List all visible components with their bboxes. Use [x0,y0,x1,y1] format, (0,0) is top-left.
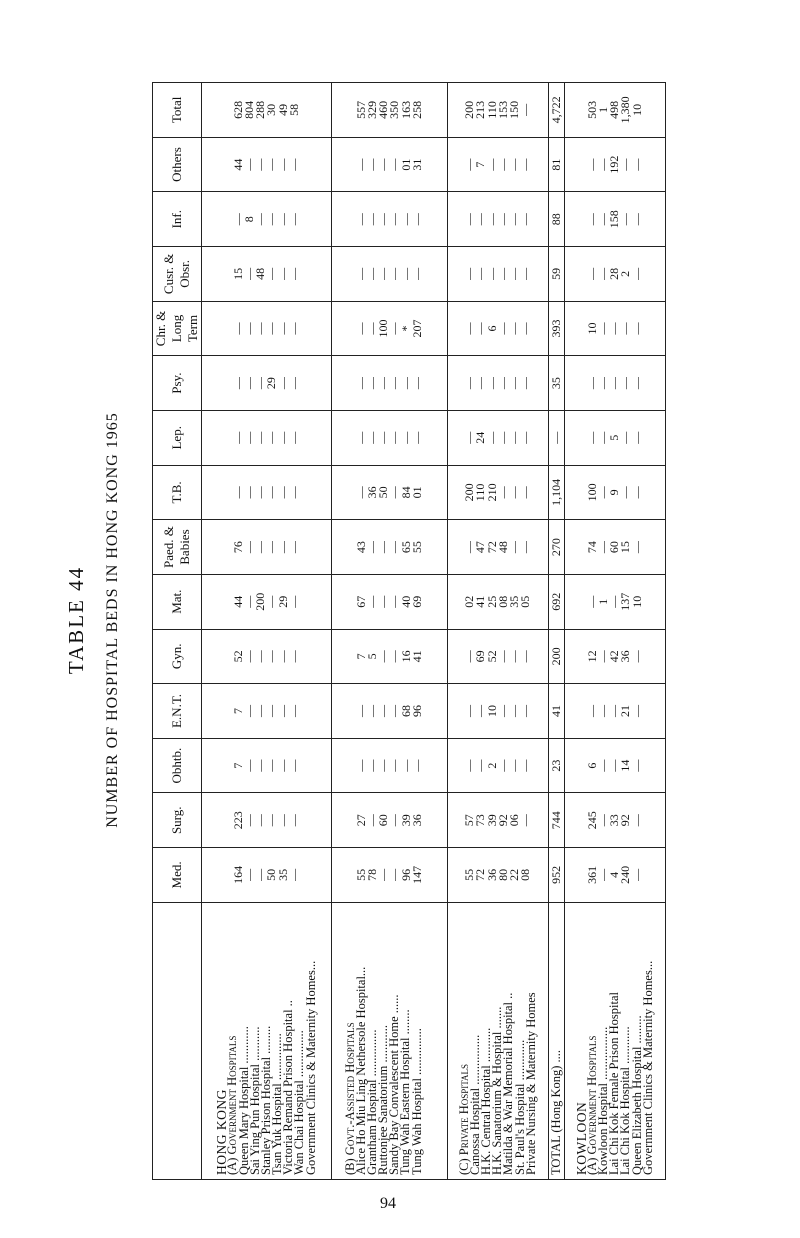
table-cell: 52 — — — — — [202,629,332,684]
row-label-line: St. Paul's Hospital ............. [512,1039,527,1175]
table-cell: — — 10 — — — [447,684,548,739]
row-label-line: Queen Mary Hospital ............ [236,1026,251,1175]
table-cell: — — — — — — [202,301,332,356]
table-cell: — 24 — — — — [447,410,548,465]
table-cell: 57 73 39 92 06 — [447,793,548,848]
table-cell: 200 110 210 — — — [447,465,548,520]
table-row [549,83,565,1180]
row-label-line: Lai Chi Kok Hospital ............ [618,1026,633,1175]
table-cell: 88 [549,192,565,247]
table-cell: 100 — 9 — — [564,465,665,520]
table-cell: — — 100 — * 207 [331,301,447,356]
row-label-line: Canossa Hospital ................ [467,1034,482,1175]
table-cell: 557 329 460 350 163 258 [331,83,447,138]
col-header: Surg. [153,793,202,848]
hospital-beds-table [152,82,666,1180]
table-row [202,83,332,1180]
table-cell: 361 — 4 240 — [564,848,665,903]
table-cell: 12 — 42 36 — [564,629,665,684]
row-label-line: H.K. Central Hospital ........... [479,1027,494,1175]
table-cell: — — — — — — [447,356,548,411]
row-label-line: Lai Chi Kok Female Prison Hospital [607,992,622,1175]
header-row [153,83,202,1180]
page-number: 94 [380,1195,396,1212]
table-cell: 4,722 [549,83,565,138]
col-header: Gyn. [153,629,202,684]
row-label [202,902,332,1179]
table-cell: 76 — — — — — [202,520,332,575]
table-cell: 7 — — — — — [202,738,332,793]
table-cell: 1,104 [549,465,565,520]
table-cell: — — — — 68 96 [331,684,447,739]
row-label-line: Grantham Hospital ............... [364,1029,379,1175]
table-cell: 223 — — — — — [202,793,332,848]
col-header: Others [153,137,202,192]
table-cell: — — — — — — [331,738,447,793]
col-header: Chr. & Long Term [153,301,202,356]
table-cell: 74 — 60 15 — [564,520,665,575]
table-cell: — — 2 — — — [447,738,548,793]
table-cell: — — — 21 — [564,684,665,739]
row-label-line: Alice Ho Miu Ling Nethersole Hospital... [353,966,368,1175]
table-cell: 67 — — — 40 69 [331,574,447,629]
table-cell: — 69 52 — — — [447,629,548,684]
col-header: Mat. [153,574,202,629]
row-label-line: Sandy Bay Convalescent Home ...... [387,994,402,1175]
table-row [331,83,447,1180]
row-label-line: Stanley Prison Hospital ......... [258,1025,273,1175]
table-title: TABLE 44 [64,565,88,675]
row-label-line: H.K. Sanatorium & Hospital ....... [490,1006,505,1175]
col-header: Psy. [153,356,202,411]
table-cell: — 1 — 137 10 [564,574,665,629]
table-body [202,83,666,1180]
table-cell: 7 — — — — — [202,684,332,739]
table-cell: 200 [549,629,565,684]
table-cell: — [549,410,565,465]
table-cell: — — 158 — — [564,192,665,247]
table-row [447,83,548,1180]
table-cell: 43 — — — 65 55 [331,520,447,575]
table-cell: — 8 — — — — [202,192,332,247]
table-cell: — — — — — — [447,247,548,302]
row-label-line: Private Nursing & Maternity Homes [523,992,538,1175]
table-cell: 10 — — — — [564,301,665,356]
row-label [549,902,565,1179]
col-header: Total [153,83,202,138]
table-cell: — — 192 — — [564,137,665,192]
row-label-line: Sai Ying Pun Hospital ........... [247,1026,262,1175]
row-label-line: Kowloon Hospital ................. [596,1026,611,1175]
table-cell: — 36 50 — 84 01 [331,465,447,520]
table-cell: — — — — — — [202,410,332,465]
table-cell: 245 — 33 92 — [564,793,665,848]
table-cell: — — — — — — [447,192,548,247]
col-header: Obhtb. [153,738,202,793]
table-cell: 744 [549,793,565,848]
table-cell: — — — — — — [331,356,447,411]
row-label-line: TOTAL (Hong Kong) .... [548,1049,563,1175]
table-cell: 23 [549,738,565,793]
table-cell: — — — — — — [331,247,447,302]
row-label-line: Government Clinics & Maternity Homes... [640,960,655,1175]
col-header: Lep. [153,410,202,465]
table-cell: — 7 — — — — [447,137,548,192]
table-cell: 44 — — — — — [202,137,332,192]
table-cell: — — — — 01 31 [331,137,447,192]
table-cell: 628 804 288 30 49 58 [202,83,332,138]
row-label-line: KOWLOON [573,1101,589,1175]
row-label-line: Ruttonjee Sanatorium ............ [376,1025,391,1175]
table-cell: 44 — 200 — 29 — [202,574,332,629]
table-cell: 503 1 498 1,380 10 [564,83,665,138]
row-label-line: Queen Elizabeth Hospital ......... [629,1015,644,1175]
table-cell: 270 [549,520,565,575]
table-cell: — — 28 2 — [564,247,665,302]
col-header: E.N.T. [153,684,202,739]
table-cell: 55 72 36 80 22 08 [447,848,548,903]
row-label [447,902,548,1179]
table-cell: 393 [549,301,565,356]
table-cell: — 47 72 48 — — [447,520,548,575]
table-cell: 41 [549,684,565,739]
table-cell: 59 [549,247,565,302]
table-cell: 6 — — 14 — [564,738,665,793]
table-cell: 200 213 110 153 150 — [447,83,548,138]
table-cell: — — 6 — — — [447,301,548,356]
table-cell: — — — — — — [202,465,332,520]
col-header: Inf. [153,192,202,247]
table-cell: — — — — — — [331,410,447,465]
table-cell: 55 78 — — 96 147 [331,848,447,903]
row-label-line [423,907,434,1175]
table-cell: 35 [549,356,565,411]
table-cell: 952 [549,848,565,903]
col-header: Paed. & Babies [153,520,202,575]
table-cell: — — — 29 — — [202,356,332,411]
row-label-line: (A) Government Hospitals [225,1035,240,1175]
row-label-line: Tung Wah Hospital ............... [409,1028,424,1175]
title-block [64,210,121,1030]
table-cell: 164 — — 50 35 — [202,848,332,903]
row-label-line: (B) Govt.-Assisted Hospitals [342,1022,357,1175]
row-label-line: (C) Private Hospitals [456,1063,471,1175]
header-blank [153,902,202,1179]
row-label-line: Wan Chai Hospital ............... [292,1030,307,1175]
table-cell: 692 [549,574,565,629]
table-cell: 02 41 25 08 35 05 [447,574,548,629]
table-cell: — — — — — [564,356,665,411]
table-cell: 81 [549,137,565,192]
row-label-line: HONG KONG [214,1089,230,1175]
row-label-line: Victoria Remand Prison Hospital .. [281,1000,296,1175]
table-wrapper [152,82,666,1180]
col-header: T.B. [153,465,202,520]
table-cell: — — — — — — [331,192,447,247]
row-label-line: Government Clinics & Maternity Homes... [303,960,318,1175]
col-header: Med. [153,848,202,903]
row-label [564,902,665,1179]
table-cell: 15 — 48 — — — [202,247,332,302]
table-row [564,83,665,1180]
row-label-line: Matilda & War Memorial Hospital .. [501,992,516,1175]
table-cell: — — 5 — — [564,410,665,465]
row-label-line: (A) Government Hospitals [584,1035,599,1175]
row-label-line: Tsan Yuk Hospital ............... [270,1033,285,1175]
row-label [331,902,447,1179]
row-label-line: Tung Wah Eastern Hospital ........ [398,1009,413,1175]
table-subtitle: NUMBER OF HOSPITAL BEDS IN HONG KONG 1965 [104,412,121,828]
col-header: Cusr. & Obsr. [153,247,202,302]
table-cell: 27 — 60 — 39 36 [331,793,447,848]
table-cell: 7 5 — — 16 41 [331,629,447,684]
